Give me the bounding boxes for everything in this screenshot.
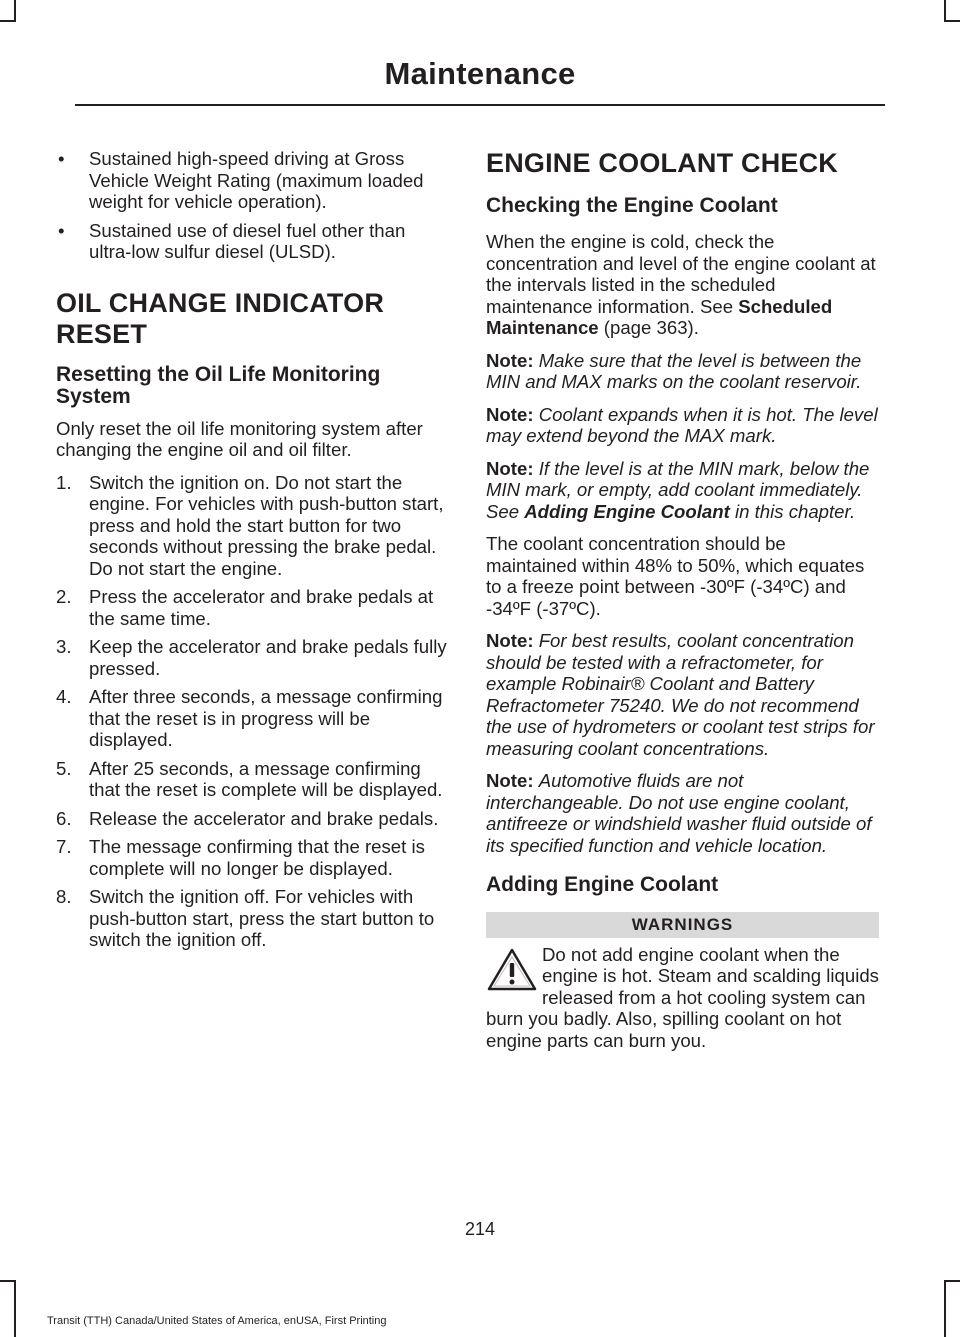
step-text: Release the accelerator and brake pedals. — [89, 807, 439, 829]
list-item — [56, 636, 448, 679]
steps-list — [56, 472, 448, 951]
step-text: After three seconds, a message confirming that the reset is in progress will be displayed. — [89, 686, 443, 750]
list-item — [56, 220, 448, 263]
list-item — [56, 472, 448, 580]
list-item — [56, 808, 448, 830]
note-label: Note: — [486, 770, 534, 791]
cross-reference-link[interactable]: Scheduled Maintenance — [486, 295, 833, 338]
bullet-marker: • — [58, 219, 65, 241]
section-heading: ENGINE COOLANT CHECK — [486, 148, 839, 178]
page-number: 214 — [464, 1219, 496, 1239]
step-number: 5. — [56, 757, 72, 779]
crop-mark — [944, 20, 960, 22]
note-text: in this chapter. — [729, 500, 856, 522]
paragraph-text: When the engine is cold, check the concentration and level of the engine coolant at the intervals listed in the scheduled maintenance information. See — [486, 231, 876, 317]
step-text: Press the accelerator and brake pedals at the same time. — [89, 586, 434, 629]
warning-triangle-icon — [486, 946, 538, 992]
note — [486, 770, 879, 856]
bullet-marker: • — [58, 148, 65, 169]
step-number: 1. — [56, 471, 72, 493]
list-item — [56, 836, 448, 879]
note-text: If the level is at the MIN mark, below the MIN mark, or empty, add coolant immediately. See — [486, 457, 870, 522]
note — [486, 458, 879, 523]
step-number: 4. — [56, 686, 72, 707]
step-text: Switch the ignition on. Do not start the engine. For vehicles with push-button start, press and hold the start button for two seconds without pressing the brake pedal. Do not start the engine. — [89, 471, 444, 579]
step-number: 8. — [56, 886, 72, 907]
publication-info: Transit (TTH) Canada/United States of America, enUSA, First Printing — [47, 1315, 387, 1327]
subsection-heading: Checking the Engine Coolant — [486, 194, 778, 217]
note — [486, 350, 879, 393]
right-column — [486, 148, 879, 1051]
note-label: Note: — [486, 457, 534, 479]
step-text: After 25 seconds, a message confirming that the reset is complete will be displayed. — [89, 757, 443, 800]
page-title: Maintenance — [384, 56, 576, 91]
subsection-heading: Adding Engine Coolant — [486, 873, 719, 896]
section-heading-line: OIL CHANGE INDICATOR — [56, 287, 385, 318]
note-text: For best results, coolant concentration should be tested with a refractometer, for example Robinair® Coolant and Battery Refractometer 75240. We do not recommend the use of hydrometers or coolant test strips for measuring coolant concentrations. — [486, 630, 875, 759]
crop-mark — [944, 0, 946, 22]
bullet-text: Sustained use of diesel fuel other than ultra-low sulfur diesel (ULSD). — [89, 219, 406, 262]
note-text: Automotive fluids are not interchangeable. Do not use engine coolant, antifreeze or windshield washer fluid outside of its specified function and vehicle location. — [486, 770, 872, 856]
step-number: 7. — [56, 836, 72, 857]
crop-mark — [0, 1280, 16, 1282]
list-item — [56, 686, 448, 751]
note — [486, 404, 879, 447]
left-column — [56, 148, 448, 958]
subsection-heading: Resetting the Oil Life Monitoring System — [56, 362, 381, 408]
list-item — [56, 148, 448, 213]
note-label: Note: — [486, 630, 534, 651]
crop-mark — [944, 1280, 946, 1337]
page-reference: (page 363). — [598, 317, 699, 338]
note-label: Note: — [486, 403, 534, 425]
step-number: 2. — [56, 586, 72, 607]
cross-reference-link[interactable]: Adding Engine Coolant — [524, 500, 730, 522]
note — [486, 630, 879, 759]
list-item — [56, 586, 448, 629]
note-text: Coolant expands when it is hot. The level may extend beyond the MAX mark. — [486, 403, 878, 446]
bullet-list — [56, 148, 448, 263]
crop-mark — [944, 1280, 960, 1282]
header-rule — [75, 104, 885, 106]
step-text: Keep the accelerator and brake pedals fully pressed. — [89, 636, 447, 679]
crop-mark — [0, 20, 16, 22]
step-number: 3. — [56, 636, 72, 657]
warning-block — [486, 944, 879, 1052]
paragraph — [486, 231, 879, 339]
intro-paragraph: Only reset the oil life monitoring system after changing the engine oil and oil filter. — [56, 417, 423, 460]
crop-mark — [14, 0, 16, 22]
list-item — [56, 758, 448, 801]
section-heading-line: RESET — [56, 318, 148, 349]
warnings-header: WARNINGS — [486, 912, 879, 938]
list-item — [56, 886, 448, 951]
step-text: The message confirming that the reset is complete will no longer be displayed. — [89, 836, 425, 879]
crop-mark — [14, 1280, 16, 1337]
step-number: 6. — [56, 807, 72, 829]
note-text: Make sure that the level is between the MIN and MAX marks on the coolant reservoir. — [486, 349, 862, 392]
warning-text: Do not add engine coolant when the engine is hot. Steam and scalding liquids released from a hot cooling system can burn you badly. Also, spilling coolant on hot engine parts can burn you. — [486, 943, 879, 1051]
step-text: Switch the ignition off. For vehicles with push-button start, press the start button to switch the ignition off. — [89, 886, 435, 950]
bullet-text: Sustained high-speed driving at Gross Vehicle Weight Rating (maximum loaded weight for vehicle operation). — [89, 148, 424, 212]
paragraph: The coolant concentration should be maintained within 48% to 50%, which equates to a freeze point between -30ºF (-34ºC) and -34ºF (-37ºC). — [486, 533, 865, 619]
note-label: Note: — [486, 349, 534, 371]
section-heading — [56, 288, 448, 350]
